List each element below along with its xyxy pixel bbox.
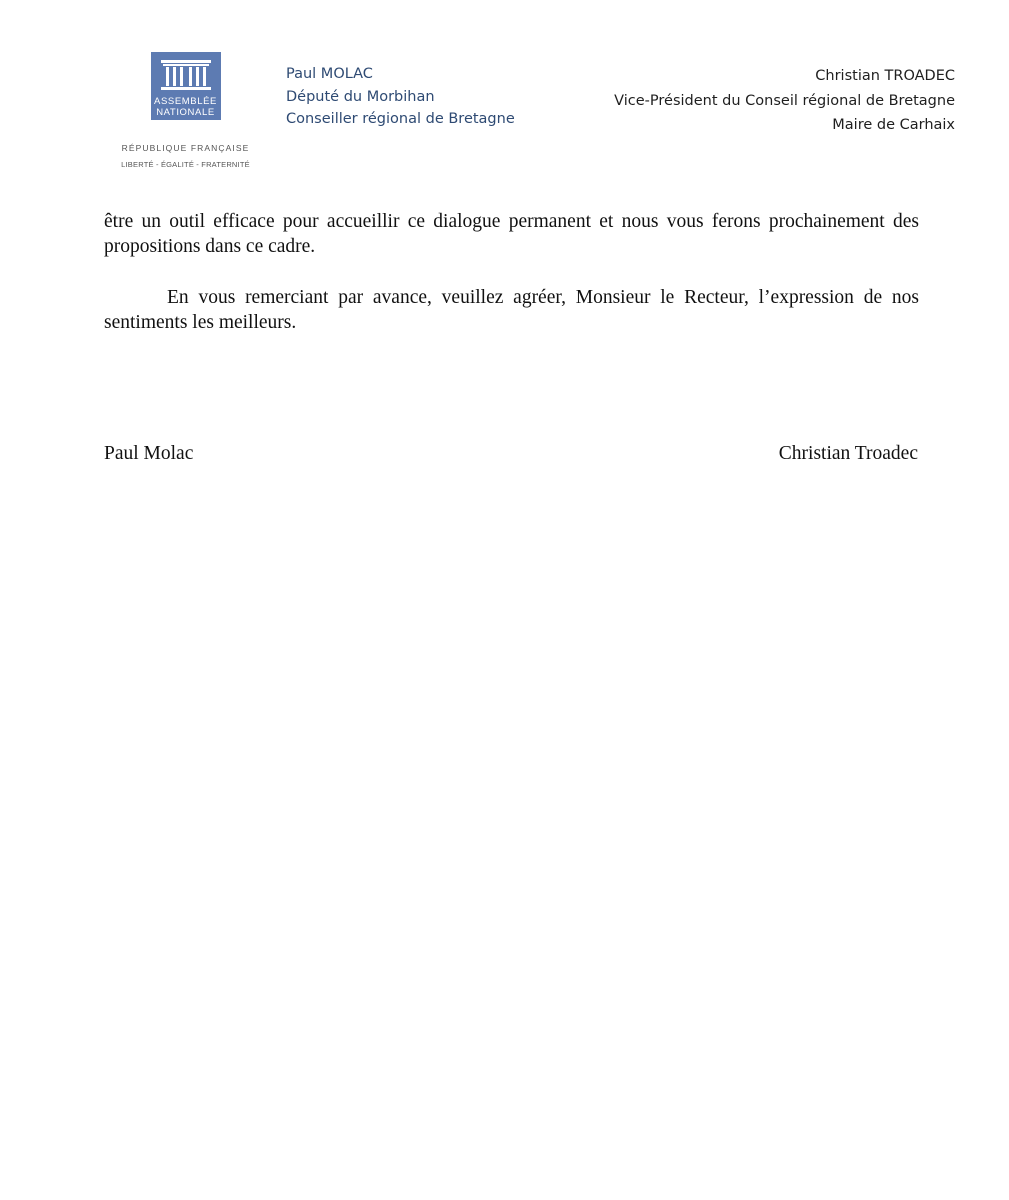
body-paragraph-1: être un outil efficace pour accueillir ce dialogue permanent et nous vous ferons prochainement des propositions dans ce cadre. <box>104 211 919 257</box>
signature-left: Paul Molac <box>104 443 194 464</box>
sender-right-title1: Vice-Président du Conseil régional de Bretagne <box>614 92 955 109</box>
body-paragraph-2: En vous remerciant par avance, veuillez agréer, Monsieur le Recteur, l’expression de nos sentiments les meilleurs. <box>104 287 919 333</box>
logo-republique: RÉPUBLIQUE FRANÇAISE <box>121 143 250 153</box>
sender-right-block <box>614 64 955 138</box>
sender-left-block <box>286 63 515 131</box>
logo-name-line1: ASSEMBLÉE <box>154 96 217 107</box>
logo-motto: LIBERTÉ - ÉGALITÉ - FRATERNITÉ <box>121 160 250 169</box>
signature-right: Christian Troadec <box>778 443 918 464</box>
sender-right-title2: Maire de Carhaix <box>832 117 955 133</box>
sender-right-name: Christian TROADEC <box>815 68 955 84</box>
sender-left-title1: Député du Morbihan <box>286 88 435 105</box>
assemblee-nationale-logo <box>118 50 253 180</box>
sender-left-name: Paul MOLAC <box>286 66 373 82</box>
hemicycle-building-icon <box>151 52 221 98</box>
logo-name-line2: NATIONALE <box>156 107 215 118</box>
sender-left-title2: Conseiller régional de Bretagne <box>286 111 515 127</box>
